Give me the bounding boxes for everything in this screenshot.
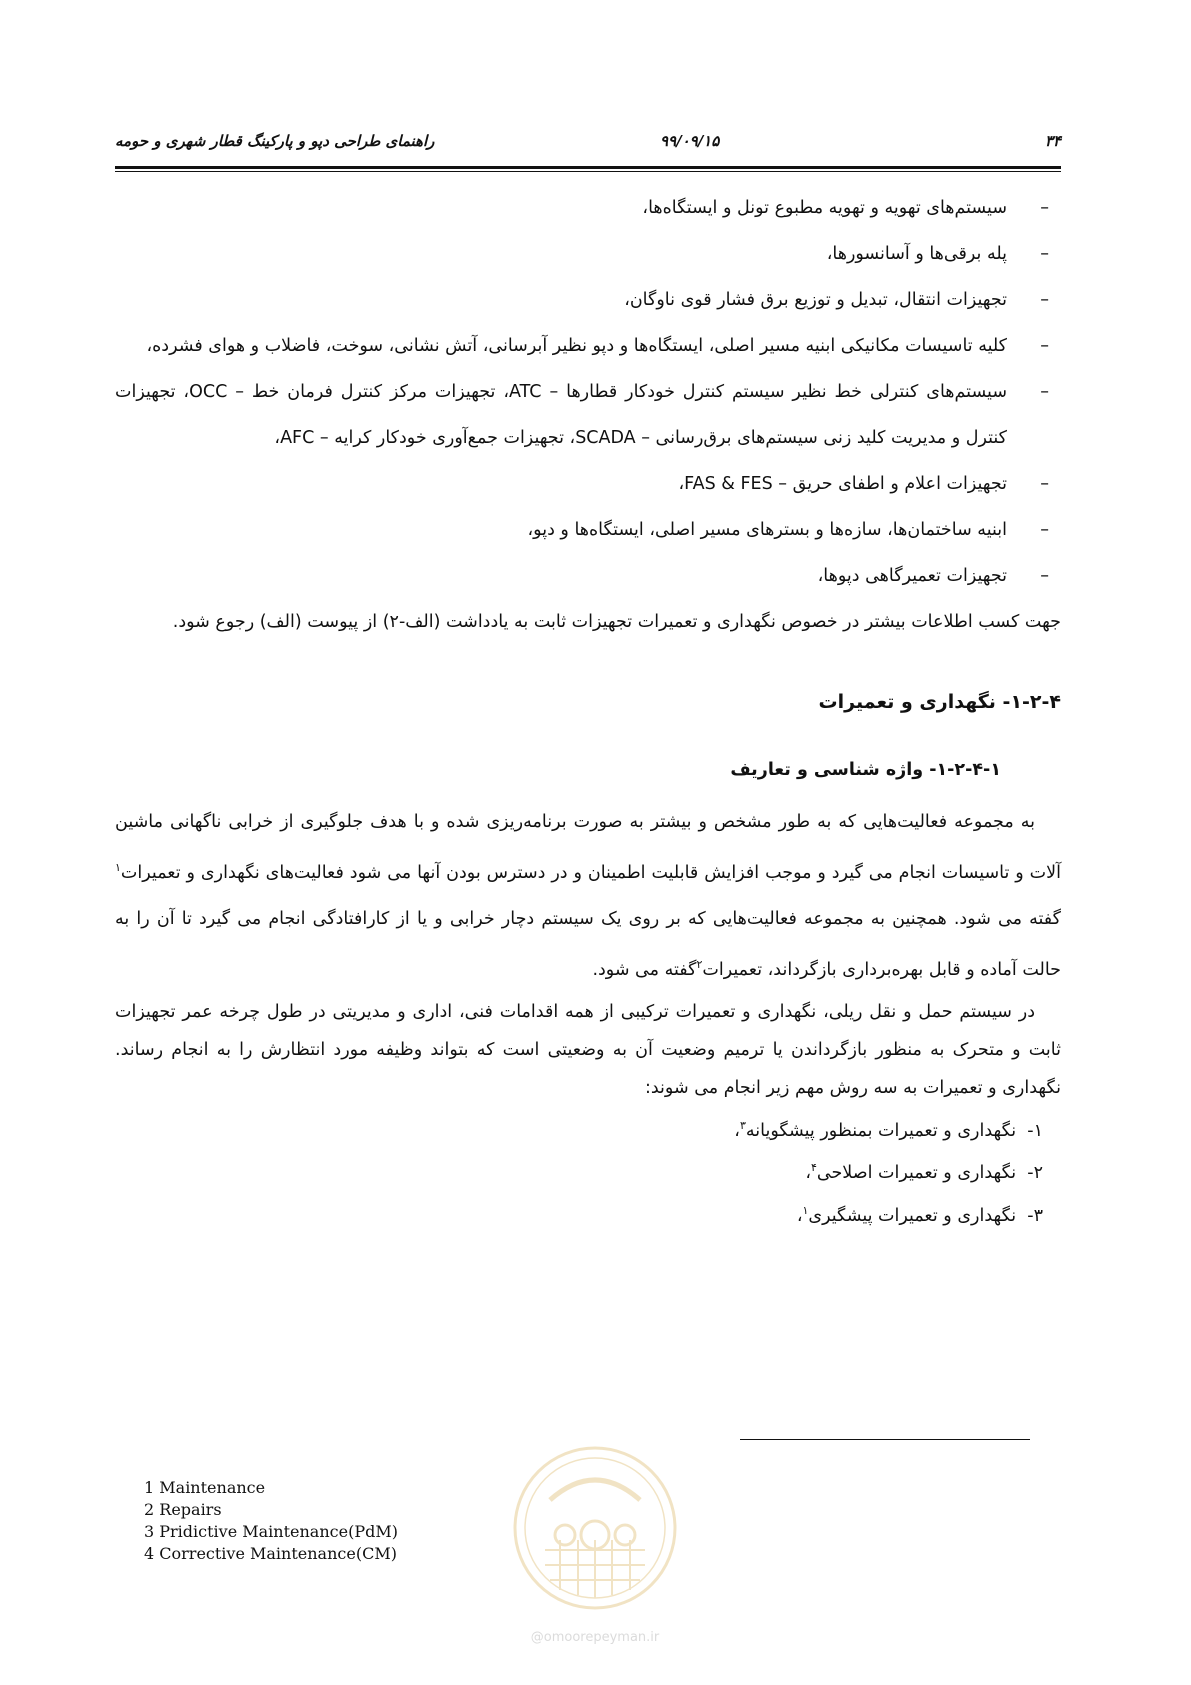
dash-bullet: – xyxy=(1040,198,1049,218)
footnote-ref[interactable]: ۲ xyxy=(696,957,703,971)
page-number: ۳۴ xyxy=(1044,132,1061,150)
dash-bullet: – xyxy=(1040,474,1049,494)
dash-bullet: – xyxy=(1040,382,1049,402)
maintenance-methods-list xyxy=(115,1107,1061,1235)
rail-paragraph: در سیستم حمل و نقل ریلی، نگهداری و تعمیرات ترکیبی از همه اقدامات فنی، اداری و مدیریتی در طول چرخه عمر تجهیزات ثابت و متحرک به منظور بازگرداندن یا ترمیم وضعیت آن به وضعیتی است که بتواند وظیفه مورد انتظارش را به انجام رساند. نگهداری و تعمیرات به سه روش مهم زیر انجام می شوند: xyxy=(115,1001,1061,1098)
footnote: 3 Pridictive Maintenance(PdM) xyxy=(144,1522,398,1541)
dash-bullet: – xyxy=(1040,336,1049,356)
list-item: – کلیه تاسیسات مکانیکی ابنیه مسیر اصلی، ایستگاه‌ها و دپو نظیر آبرسانی، آتش نشانی، سوخت، فاضلاب و هوای فشرده، xyxy=(115,323,1061,369)
dash-bullet: – xyxy=(1040,520,1049,540)
subsection-heading: ۱-۲-۴-۱- واژه شناسی و تعاریف xyxy=(730,760,1001,780)
list-item: – پله برقی‌ها و آسانسورها، xyxy=(115,231,1061,277)
footnote-ref[interactable]: ۴ xyxy=(810,1161,817,1175)
footnote: 1 Maintenance xyxy=(144,1478,266,1497)
dash-bullet: – xyxy=(1040,566,1049,586)
list-item: ۳- نگهداری و تعمیرات پیشگیری$^۱$، xyxy=(796,1204,1043,1227)
header-title: راهنمای طراحی دپو و پارکینگ قطار شهری و حومه xyxy=(115,132,435,150)
list-item: – ابنیه ساختمان‌ها، سازه‌ها و بسترهای مسیر اصلی، ایستگاه‌ها و دپو، xyxy=(115,507,1061,553)
footnote-ref[interactable]: ۱ xyxy=(802,1204,809,1218)
dash-bullet: – xyxy=(1040,290,1049,310)
list-item: ۲- نگهداری و تعمیرات اصلاحی$^۴$، xyxy=(805,1161,1043,1184)
page-header xyxy=(115,128,1061,158)
watermark xyxy=(510,1440,680,1660)
watermark-logo-icon xyxy=(510,1440,680,1625)
page-body xyxy=(115,185,1061,1235)
watermark-site: @omoorepeyman.ir xyxy=(530,1630,660,1645)
footnote-rule xyxy=(740,1439,1030,1440)
section-heading: ۱-۲-۴- نگهداری و تعمیرات xyxy=(818,691,1061,713)
footnote: 2 Repairs xyxy=(144,1500,222,1519)
footnote-ref[interactable]: ۳ xyxy=(739,1118,746,1132)
footnote: 4 Corrective Maintenance(CM) xyxy=(144,1544,397,1563)
list-item: – تجهیزات انتقال، تبدیل و توزیع برق فشار قوی ناوگان، xyxy=(115,277,1061,323)
list-item: ۱- نگهداری و تعمیرات بمنظور پیشگویانه$^۳$، xyxy=(734,1118,1043,1141)
definition-paragraph: به مجموعه فعالیت‌هایی که به طور مشخص و بیشتر به صورت برنامه‌ریزی شده و با هدف جلوگیری از خرابی ناگهانی ماشین آلات و تاسیسات انجام می گیرد و موجب افزایش قابلیت اطمینان و در دسترس بودن آنها می شود فعالیت‌های نگهداری و تعمیرات$^۱$ گفته می شود. همچنین به مجموعه فعالیت‌هایی که بر روی یک سیستم دچار خرابی و یا از کارافتادگی انجام می گیرد تا آن را به حالت آماده و قابل بهره‌برداری بازگرداند، تعمیرات$^۲$گفته می شود. xyxy=(115,812,1061,980)
equipment-list xyxy=(115,185,1061,599)
footnote-ref[interactable]: ۱ xyxy=(115,861,121,874)
header-rule xyxy=(115,166,1061,172)
header-date: ۹۹/۰۹/۱۵ xyxy=(660,132,720,150)
reference-paragraph: جهت کسب اطلاعات بیشتر در خصوص نگهداری و تعمیرات تجهیزات ثابت به یادداشت (الف-۲) از پیوست (الف) رجوع شود. xyxy=(172,612,1061,632)
list-item: – تجهیزات اعلام و اطفای حریق – FAS & FES، xyxy=(115,461,1061,507)
footnotes xyxy=(144,1477,398,1565)
list-item: – تجهیزات تعمیرگاهی دپوها، xyxy=(115,553,1061,599)
list-item: – سیستم‌های تهویه و تهویه مطبوع تونل و ایستگاه‌ها، xyxy=(115,185,1061,231)
list-item: – سیستم‌های کنترلی خط نظیر سیستم کنترل خودکار قطارها – ATC، تجهیزات مرکز کنترل فرمان خط – OCC، تجهیزات کنترل و مدیریت کلید زنی سیستم‌های برق‌رسانی – SCADA، تجهیزات جمع‌آوری خودکار کرایه – AFC، xyxy=(115,369,1061,461)
dash-bullet: – xyxy=(1040,244,1049,264)
